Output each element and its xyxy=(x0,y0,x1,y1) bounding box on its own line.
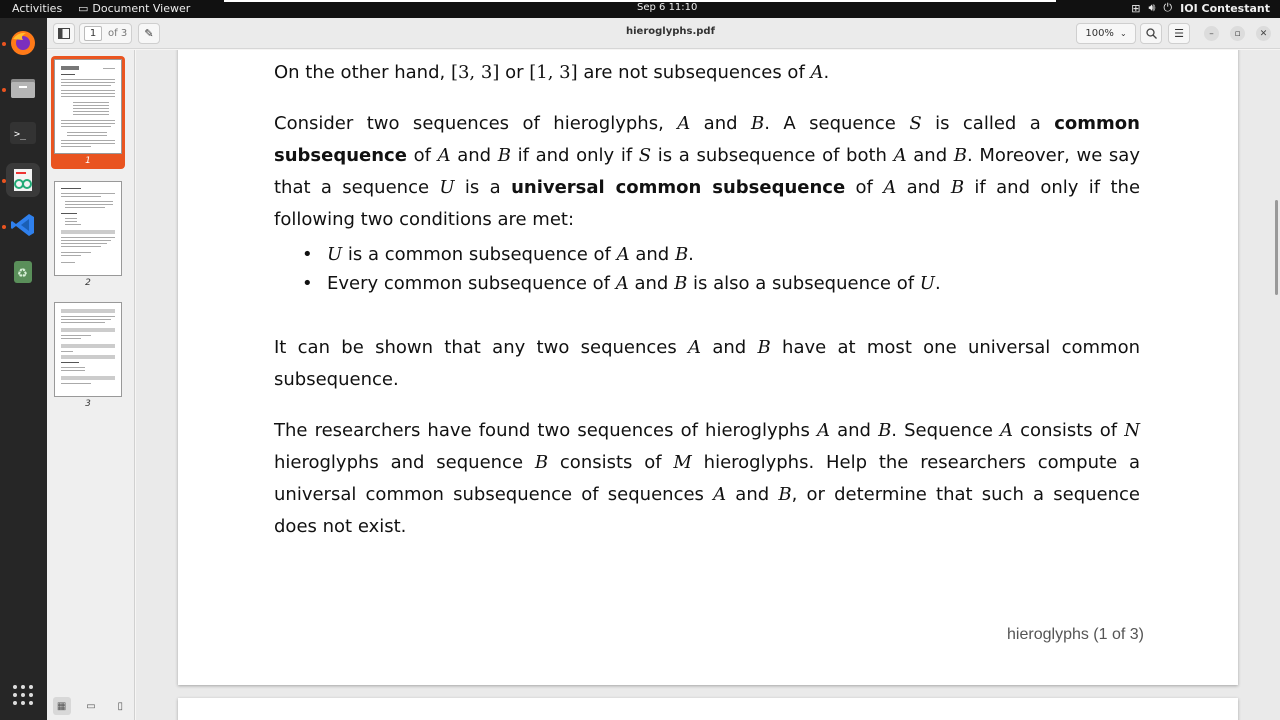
pdf-page-1 xyxy=(178,50,1238,685)
page-number-field[interactable] xyxy=(79,23,132,44)
math: B xyxy=(757,337,771,358)
paragraph-task xyxy=(274,415,1140,543)
text: and xyxy=(629,244,675,265)
math: A xyxy=(883,177,897,198)
text: of xyxy=(845,177,884,198)
files-icon[interactable] xyxy=(6,71,40,105)
document-viewer-icon: ▭ xyxy=(78,2,89,15)
page-total: of 3 xyxy=(108,28,128,39)
thumbnail-image xyxy=(54,59,122,154)
math: A xyxy=(688,337,702,358)
close-icon: ✕ xyxy=(1259,28,1268,39)
text: . Sequence xyxy=(891,420,1001,441)
text: . A sequence xyxy=(764,113,910,134)
user-name: IOI Contestant xyxy=(1180,1,1270,15)
math: A xyxy=(1000,420,1014,441)
text: is a xyxy=(454,177,512,198)
text: or xyxy=(499,62,530,83)
text: On the other hand, xyxy=(274,62,451,83)
list-item xyxy=(274,269,1140,298)
search-button[interactable] xyxy=(1140,23,1162,44)
app-name: Document Viewer xyxy=(92,2,191,15)
page-number-input[interactable]: 1 xyxy=(84,26,102,41)
paragraph-definition xyxy=(274,108,1140,236)
math: B xyxy=(878,420,892,441)
pdf-page-2 xyxy=(178,698,1238,720)
math: B xyxy=(674,273,688,294)
text: consists of xyxy=(1013,420,1125,441)
power-icon: ⏻ xyxy=(1163,1,1173,14)
clock[interactable]: Sep 6 11:10 xyxy=(637,2,698,13)
math: B xyxy=(497,145,511,166)
thumbnail-sidebar xyxy=(47,50,135,720)
document-view[interactable] xyxy=(136,50,1280,720)
sidebar-view-switcher xyxy=(47,692,135,720)
volume-icon: 🔊︎ xyxy=(1148,1,1156,14)
thumbnail-label: 1 xyxy=(85,156,91,166)
grid-icon: ▦ xyxy=(56,700,67,712)
paragraph-subsequence-examples xyxy=(274,57,1140,89)
bold-term: universal common subsequence xyxy=(511,177,846,198)
annotations-view-button[interactable] xyxy=(82,697,100,715)
math: S xyxy=(638,145,652,166)
math: A xyxy=(615,273,629,294)
firefox-icon[interactable] xyxy=(6,26,40,60)
math: U xyxy=(327,244,343,265)
top-bar xyxy=(0,0,1280,18)
text: consists of xyxy=(548,452,674,473)
text: if and only if the following two conditions are met: xyxy=(274,177,1141,230)
text: and xyxy=(690,113,751,134)
math: [1, 3] xyxy=(529,62,578,83)
text: Consider two sequences of hieroglyphs, xyxy=(274,113,678,134)
system-tray[interactable] xyxy=(1131,1,1270,15)
pencil-icon: ✎ xyxy=(144,27,154,40)
hamburger-icon: ☰ xyxy=(1174,27,1184,40)
math: A xyxy=(437,145,451,166)
thumbnails-view-button[interactable] xyxy=(53,697,71,715)
text: and xyxy=(896,177,951,198)
sidebar-icon xyxy=(58,28,70,39)
svg-text:♻: ♻ xyxy=(17,266,28,280)
math: M xyxy=(673,452,692,473)
running-indicator xyxy=(2,179,6,183)
text: . xyxy=(934,273,941,294)
comment-icon: ▭ xyxy=(86,700,96,712)
math: A xyxy=(816,420,830,441)
text: if and only if xyxy=(510,145,639,166)
math: A xyxy=(677,113,691,134)
text: is called a xyxy=(921,113,1055,134)
document-viewer-window xyxy=(47,18,1280,720)
svg-text:>_: >_ xyxy=(14,129,27,140)
header-bar xyxy=(47,18,1280,49)
thumbnail-page-1[interactable] xyxy=(51,56,125,169)
text: and xyxy=(906,145,954,166)
activities-button[interactable]: Activities xyxy=(12,2,63,15)
search-icon xyxy=(1146,28,1157,39)
text: is a subsequence of both xyxy=(651,145,894,166)
text: , or determine that such a sequence does not exist. xyxy=(274,484,1140,537)
text: and xyxy=(450,145,498,166)
dock xyxy=(0,18,47,720)
text: The researchers have found two sequences of hieroglyphs xyxy=(274,420,817,441)
text: and xyxy=(701,337,758,358)
chevron-down-icon: ⌄ xyxy=(1119,29,1127,38)
thumbnail-image xyxy=(54,181,122,276)
menu-button[interactable] xyxy=(1168,23,1190,44)
network-icon: ⊞ xyxy=(1131,1,1141,15)
text: is also a subsequence of xyxy=(687,273,920,294)
maximize-button[interactable] xyxy=(1230,26,1245,41)
text: hieroglyphs. Help the researchers compute a universal common subsequence of sequences xyxy=(274,452,1140,505)
thumbnail-label: 3 xyxy=(85,399,91,409)
running-indicator xyxy=(2,225,6,229)
text: of xyxy=(406,145,438,166)
math: U xyxy=(919,273,935,294)
close-button[interactable] xyxy=(1256,26,1271,41)
page-footer: hieroglyphs (1 of 3) xyxy=(1007,626,1144,643)
math: U xyxy=(439,177,455,198)
math: B xyxy=(674,244,689,265)
vscode-icon[interactable] xyxy=(6,208,40,242)
bold-term: common subsequence xyxy=(274,113,1140,166)
text: have at most one universal common subsequence. xyxy=(274,337,1141,390)
thumbnail-label: 2 xyxy=(85,278,91,288)
list-item xyxy=(274,240,1140,269)
text: and xyxy=(726,484,779,505)
maximize-icon: ▫ xyxy=(1234,28,1241,39)
thumbnail-page-3[interactable] xyxy=(51,299,125,412)
math: A xyxy=(713,484,727,505)
minimize-button[interactable] xyxy=(1204,26,1219,41)
outline-view-button[interactable] xyxy=(111,697,129,715)
text: . Moreover, we say that a sequence xyxy=(274,145,1140,198)
paragraph-uniqueness xyxy=(274,332,1140,396)
book-icon: ▯ xyxy=(117,700,124,712)
thumbnail-image xyxy=(54,302,122,397)
document-viewer-dock-icon[interactable] xyxy=(6,163,40,197)
running-indicator xyxy=(2,42,6,46)
text: Every common subsequence of xyxy=(327,273,616,294)
running-indicator xyxy=(2,88,6,92)
thumbnail-page-2[interactable] xyxy=(51,178,125,291)
math: B xyxy=(950,177,965,198)
math: A xyxy=(810,62,824,83)
scrollbar[interactable] xyxy=(1275,200,1278,295)
math: B xyxy=(534,452,549,473)
show-apps-icon[interactable] xyxy=(6,678,40,712)
math: B xyxy=(750,113,765,134)
app-menu[interactable] xyxy=(78,2,190,15)
conditions-list xyxy=(274,240,1140,298)
math: N xyxy=(1124,420,1141,441)
sidebar-toggle-button[interactable] xyxy=(53,23,75,44)
math: A xyxy=(893,145,907,166)
trash-icon[interactable] xyxy=(6,254,40,288)
minimize-icon: – xyxy=(1209,28,1214,39)
zoom-select[interactable] xyxy=(1076,23,1136,44)
text: It can be shown that any two sequences xyxy=(274,337,689,358)
text: . xyxy=(688,244,694,265)
document-title: hieroglyphs.pdf xyxy=(626,26,715,37)
math: A xyxy=(616,244,630,265)
text: is a common subsequence of xyxy=(342,244,617,265)
math: B xyxy=(953,145,967,166)
math: [3, 3] xyxy=(450,62,500,83)
annotate-button[interactable] xyxy=(138,23,160,44)
math: B xyxy=(778,484,792,505)
terminal-icon[interactable] xyxy=(6,116,40,150)
text: and xyxy=(829,420,879,441)
zoom-level: 100% xyxy=(1085,28,1114,39)
text: hieroglyphs and sequence xyxy=(274,452,535,473)
text: are not subsequences of xyxy=(577,62,811,83)
text: . xyxy=(823,62,830,83)
text: and xyxy=(628,273,675,294)
math: S xyxy=(909,113,922,134)
